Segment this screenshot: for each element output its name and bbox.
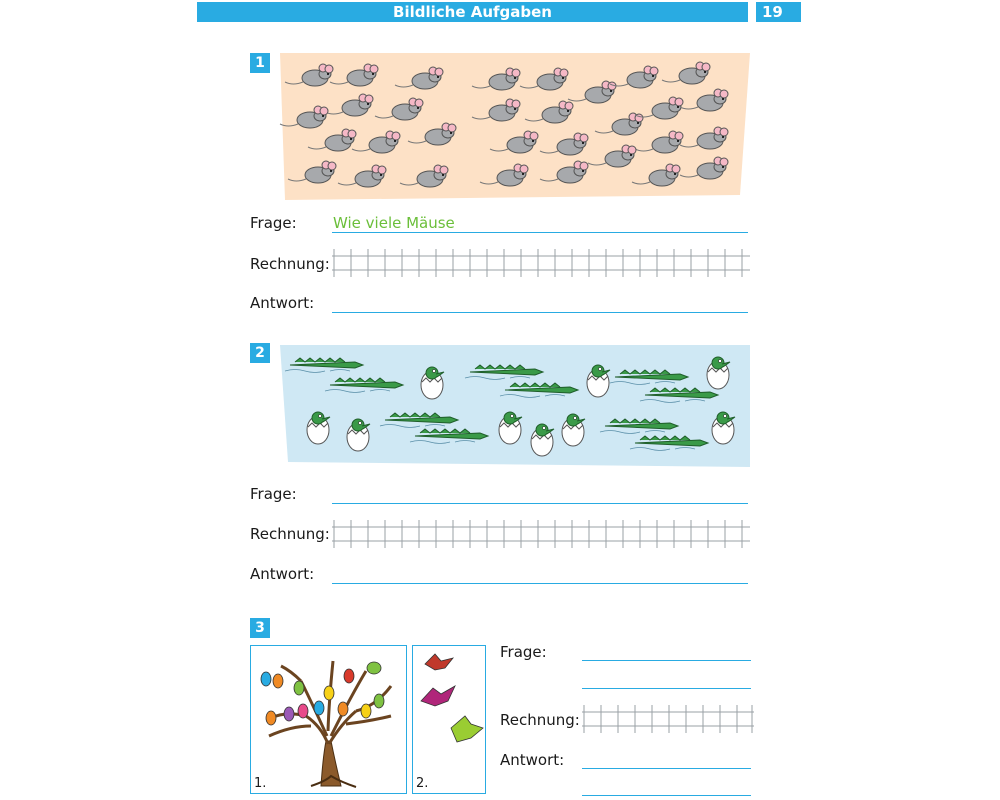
- task-1-antwort-label: Antwort:: [250, 294, 315, 312]
- task-3-panel-2: [412, 645, 486, 794]
- task-1-rechnung-label: Rechnung:: [250, 255, 330, 273]
- task-3-frage-line-2[interactable]: [582, 688, 751, 689]
- bird-icon: [451, 716, 483, 742]
- task-3-rechnung-grid[interactable]: [582, 705, 754, 733]
- task-3-number: 3: [250, 618, 270, 638]
- task-3-panel-1: [250, 645, 407, 794]
- task-3-frage-line-1[interactable]: [582, 660, 751, 661]
- page-header-title: Bildliche Aufgaben: [197, 2, 748, 22]
- bird-icon: [367, 662, 381, 674]
- task-2-number: 2: [250, 343, 270, 363]
- task-1-number: 1: [250, 53, 270, 73]
- task-3-antwort-line-1[interactable]: [582, 768, 751, 769]
- task-1-frage-answer: Wie viele Mäuse: [333, 214, 455, 232]
- task-2-rechnung-label: Rechnung:: [250, 525, 330, 543]
- task-1-antwort-line[interactable]: [332, 312, 748, 313]
- task-3-panel-2-number: 2.: [416, 776, 429, 791]
- bird-icon: [338, 702, 348, 716]
- bird-icon: [261, 672, 271, 686]
- mice-illustration: [270, 45, 760, 205]
- task-1-frage-line[interactable]: [332, 232, 748, 233]
- task-3-antwort-line-2[interactable]: [582, 795, 751, 796]
- task-2-frage-line[interactable]: [332, 503, 748, 504]
- bird-icon: [361, 704, 371, 718]
- bird-icon: [314, 701, 324, 715]
- task-1-rechnung-grid[interactable]: [332, 249, 750, 277]
- tree-with-birds-illustration: [251, 646, 405, 792]
- task-3-frage-label: Frage:: [500, 643, 547, 661]
- crocodiles-illustration: [270, 340, 760, 470]
- bird-icon: [374, 694, 384, 708]
- bird-icon: [294, 681, 304, 695]
- task-2-antwort-line[interactable]: [332, 583, 748, 584]
- task-3-antwort-label: Antwort:: [500, 751, 565, 769]
- task-1-frage-label: Frage:: [250, 214, 297, 232]
- bird-icon: [266, 711, 276, 725]
- bird-icon: [273, 674, 283, 688]
- task-2-frage-label: Frage:: [250, 485, 297, 503]
- bird-icon: [298, 704, 308, 718]
- task-3-panel-1-number: 1.: [254, 776, 267, 791]
- task-3-rechnung-label: Rechnung:: [500, 711, 580, 729]
- flying-birds-illustration: [413, 646, 484, 792]
- page-number: 19: [756, 2, 801, 22]
- bird-icon: [344, 669, 354, 683]
- task-2-antwort-label: Antwort:: [250, 565, 315, 583]
- bird-icon: [425, 654, 453, 670]
- bird-icon: [324, 686, 334, 700]
- bird-icon: [421, 686, 455, 706]
- bird-icon: [284, 707, 294, 721]
- task-2-rechnung-grid[interactable]: [332, 520, 750, 548]
